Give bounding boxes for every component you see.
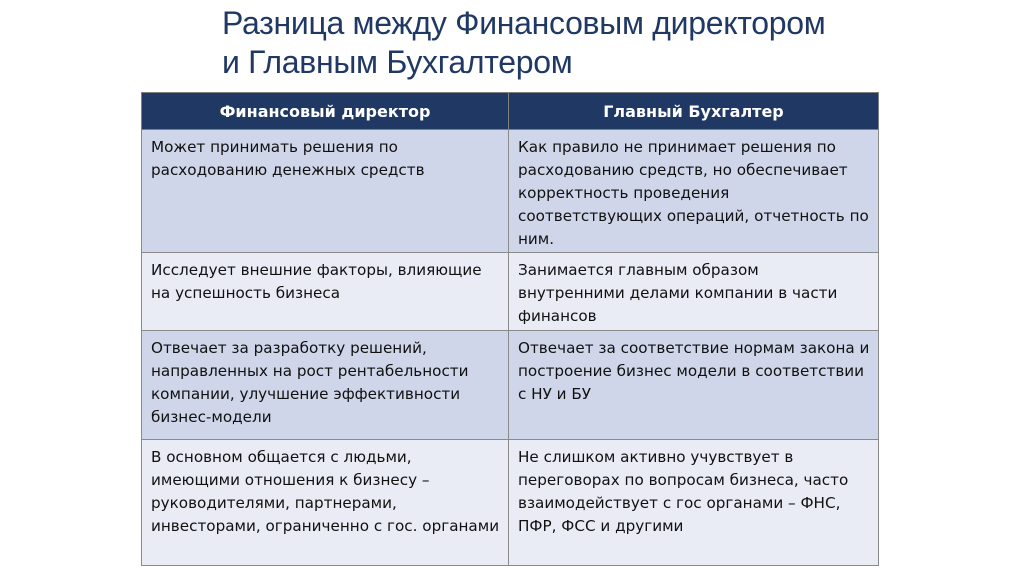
cell-accountant: Отвечает за соответствие нормам закона и построение бизнес модели в соответствии с НУ и БУ <box>509 331 879 440</box>
table-row <box>142 440 879 566</box>
cell-accountant: Не слишком активно учувствует в переговорах по вопросам бизнеса, часто взаимодействует с гос органами – ФНС, ПФР, ФСС и другими <box>509 440 879 566</box>
cell-accountant: Занимается главным образом внутренними делами компании в части финансов <box>509 253 879 331</box>
header-cfo: Финансовый директор <box>142 93 509 130</box>
cell-cfo: Отвечает за разработку решений, направленных на рост рентабельности компании, улучшение эффективности бизнес-модели <box>142 331 509 440</box>
table-row <box>142 130 879 253</box>
cell-cfo: Исследует внешние факторы, влияющие на успешность бизнеса <box>142 253 509 331</box>
cell-cfo: Может принимать решения по расходованию денежных средств <box>142 130 509 253</box>
page-title <box>222 4 825 82</box>
table-row <box>142 331 879 440</box>
title-line-1: Разница между Финансовым директором <box>222 5 826 41</box>
title-line-2: и Главным Бухгалтером <box>222 44 573 80</box>
header-accountant: Главный Бухгалтер <box>509 93 879 130</box>
cell-accountant: Как правило не принимает решения по расходованию средств, но обеспечивает корректность проведения соответствующих операций, отчетность по ним. <box>509 130 879 253</box>
comparison-table <box>141 92 879 566</box>
table-header-row <box>142 93 879 130</box>
table-row <box>142 253 879 331</box>
cell-cfo: В основном общается с людьми, имеющими отношения к бизнесу – руководителями, партнерами, инвесторами, ограниченно с гос. органами <box>142 440 509 566</box>
